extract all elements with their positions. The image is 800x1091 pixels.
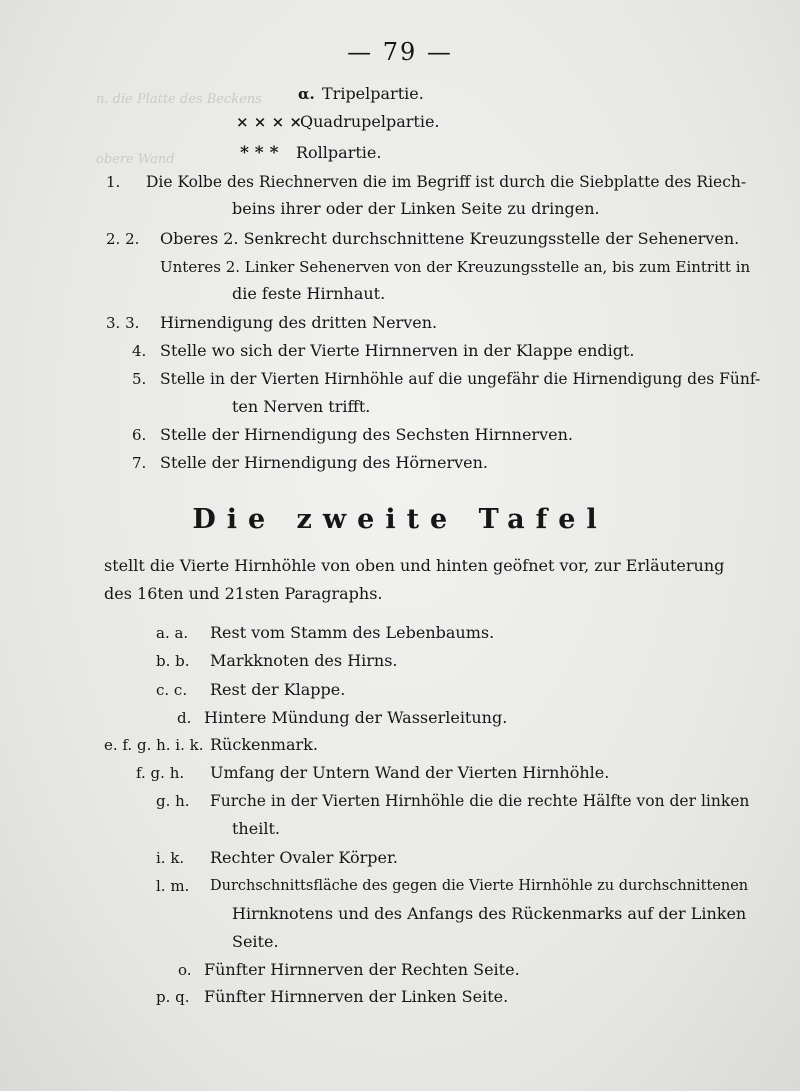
item-text: Rückenmark.: [210, 735, 318, 754]
item-text: Unteres 2. Linker Sehenerven von der Kreuzungsstelle an, bis zum Eintritt in: [160, 258, 751, 276]
item-text: Rechter Ovaler Körper.: [210, 848, 398, 867]
item-text: Rest der Klappe.: [210, 680, 346, 699]
legend-label: α.: [298, 85, 315, 103]
item-text: Hirnknotens und des Anfangs des Rückenmarks auf der Linken: [232, 904, 747, 923]
item-text: Die Kolbe des Riechnerven die im Begriff ist durch die Siebplatte des Riech-: [146, 173, 747, 191]
item-label: 1.: [106, 173, 121, 191]
item-label: o.: [178, 961, 192, 979]
intro-text: des 16ten und 21sten Paragraphs.: [104, 584, 383, 603]
item-text: Umfang der Untern Wand der Vierten Hirnhöhle.: [210, 763, 610, 782]
item-text: beins ihrer oder der Linken Seite zu dringen.: [232, 199, 600, 218]
item-text: Furche in der Vierten Hirnhöhle die die rechte Hälfte von der linken: [210, 792, 750, 810]
item-text: Oberes 2. Senkrecht durchschnittene Kreuzungsstelle der Sehenerven.: [160, 229, 740, 248]
item-text: Stelle der Hirnendigung des Sechsten Hirnnerven.: [160, 425, 573, 444]
item-text: theilt.: [232, 819, 280, 838]
item-text: die feste Hirnhaut.: [232, 284, 386, 303]
legend-text: Rollpartie.: [296, 143, 382, 162]
bleed-through-text: [100, 430, 104, 445]
item-text: Fünfter Hirnnerven der Rechten Seite.: [204, 960, 520, 979]
item-text: Markknoten des Hirns.: [210, 651, 398, 670]
item-label: a. a.: [156, 624, 189, 642]
item-text: Hirnendigung des dritten Nerven.: [160, 313, 438, 332]
bleed-through-text: n. die Platte des Beckens: [96, 92, 262, 107]
item-text: Stelle in der Vierten Hirnhöhle auf die ungefähr die Hirnendigung des Fünf-: [160, 370, 761, 388]
item-text: ten Nerven trifft.: [232, 397, 371, 416]
item-label: 2. 2.: [106, 230, 140, 248]
item-text: Hintere Mündung der Wasserleitung.: [204, 708, 508, 727]
legend-label: × × × ×: [236, 113, 302, 131]
item-text: Seite.: [232, 932, 279, 951]
item-text: Stelle der Hirnendigung des Hörnerven.: [160, 453, 488, 472]
item-label: 7.: [132, 454, 147, 472]
item-label: f. g. h.: [136, 764, 185, 782]
item-label: 5.: [132, 370, 147, 388]
item-label: 6.: [132, 426, 147, 444]
item-label: 3. 3.: [106, 314, 140, 332]
item-label: c. c.: [156, 681, 188, 699]
intro-text: stellt die Vierte Hirnhöhle von oben und hinten geöfnet vor, zur Erläuterung: [104, 556, 725, 575]
item-text: Rest vom Stamm des Lebenbaums.: [210, 623, 495, 642]
item-text: Stelle wo sich der Vierte Hirnnerven in der Klappe endigt.: [160, 341, 635, 360]
item-label: b. b.: [156, 652, 190, 670]
bleed-through-text: obere Wand: [96, 152, 175, 167]
legend-text: Quadrupelpartie.: [300, 112, 440, 131]
item-label: e. f. g. h. i. k.: [104, 736, 204, 754]
item-label: d.: [177, 709, 192, 727]
item-text: Durchschnittsfläche des gegen die Vierte Hirnhöhle zu durchschnittenen: [210, 878, 749, 894]
item-label: 4.: [132, 342, 147, 360]
item-label: l. m.: [156, 877, 190, 895]
legend-text: Tripelpartie.: [322, 84, 424, 103]
item-label: p. q.: [156, 988, 190, 1006]
item-label: g. h.: [156, 792, 190, 810]
item-text: Fünfter Hirnnerven der Linken Seite.: [204, 987, 509, 1006]
page-number: — 79 —: [347, 38, 453, 66]
legend-label: * * *: [240, 143, 279, 163]
item-label: i. k.: [156, 849, 185, 867]
section-heading: Die zweite Tafel: [192, 504, 608, 535]
